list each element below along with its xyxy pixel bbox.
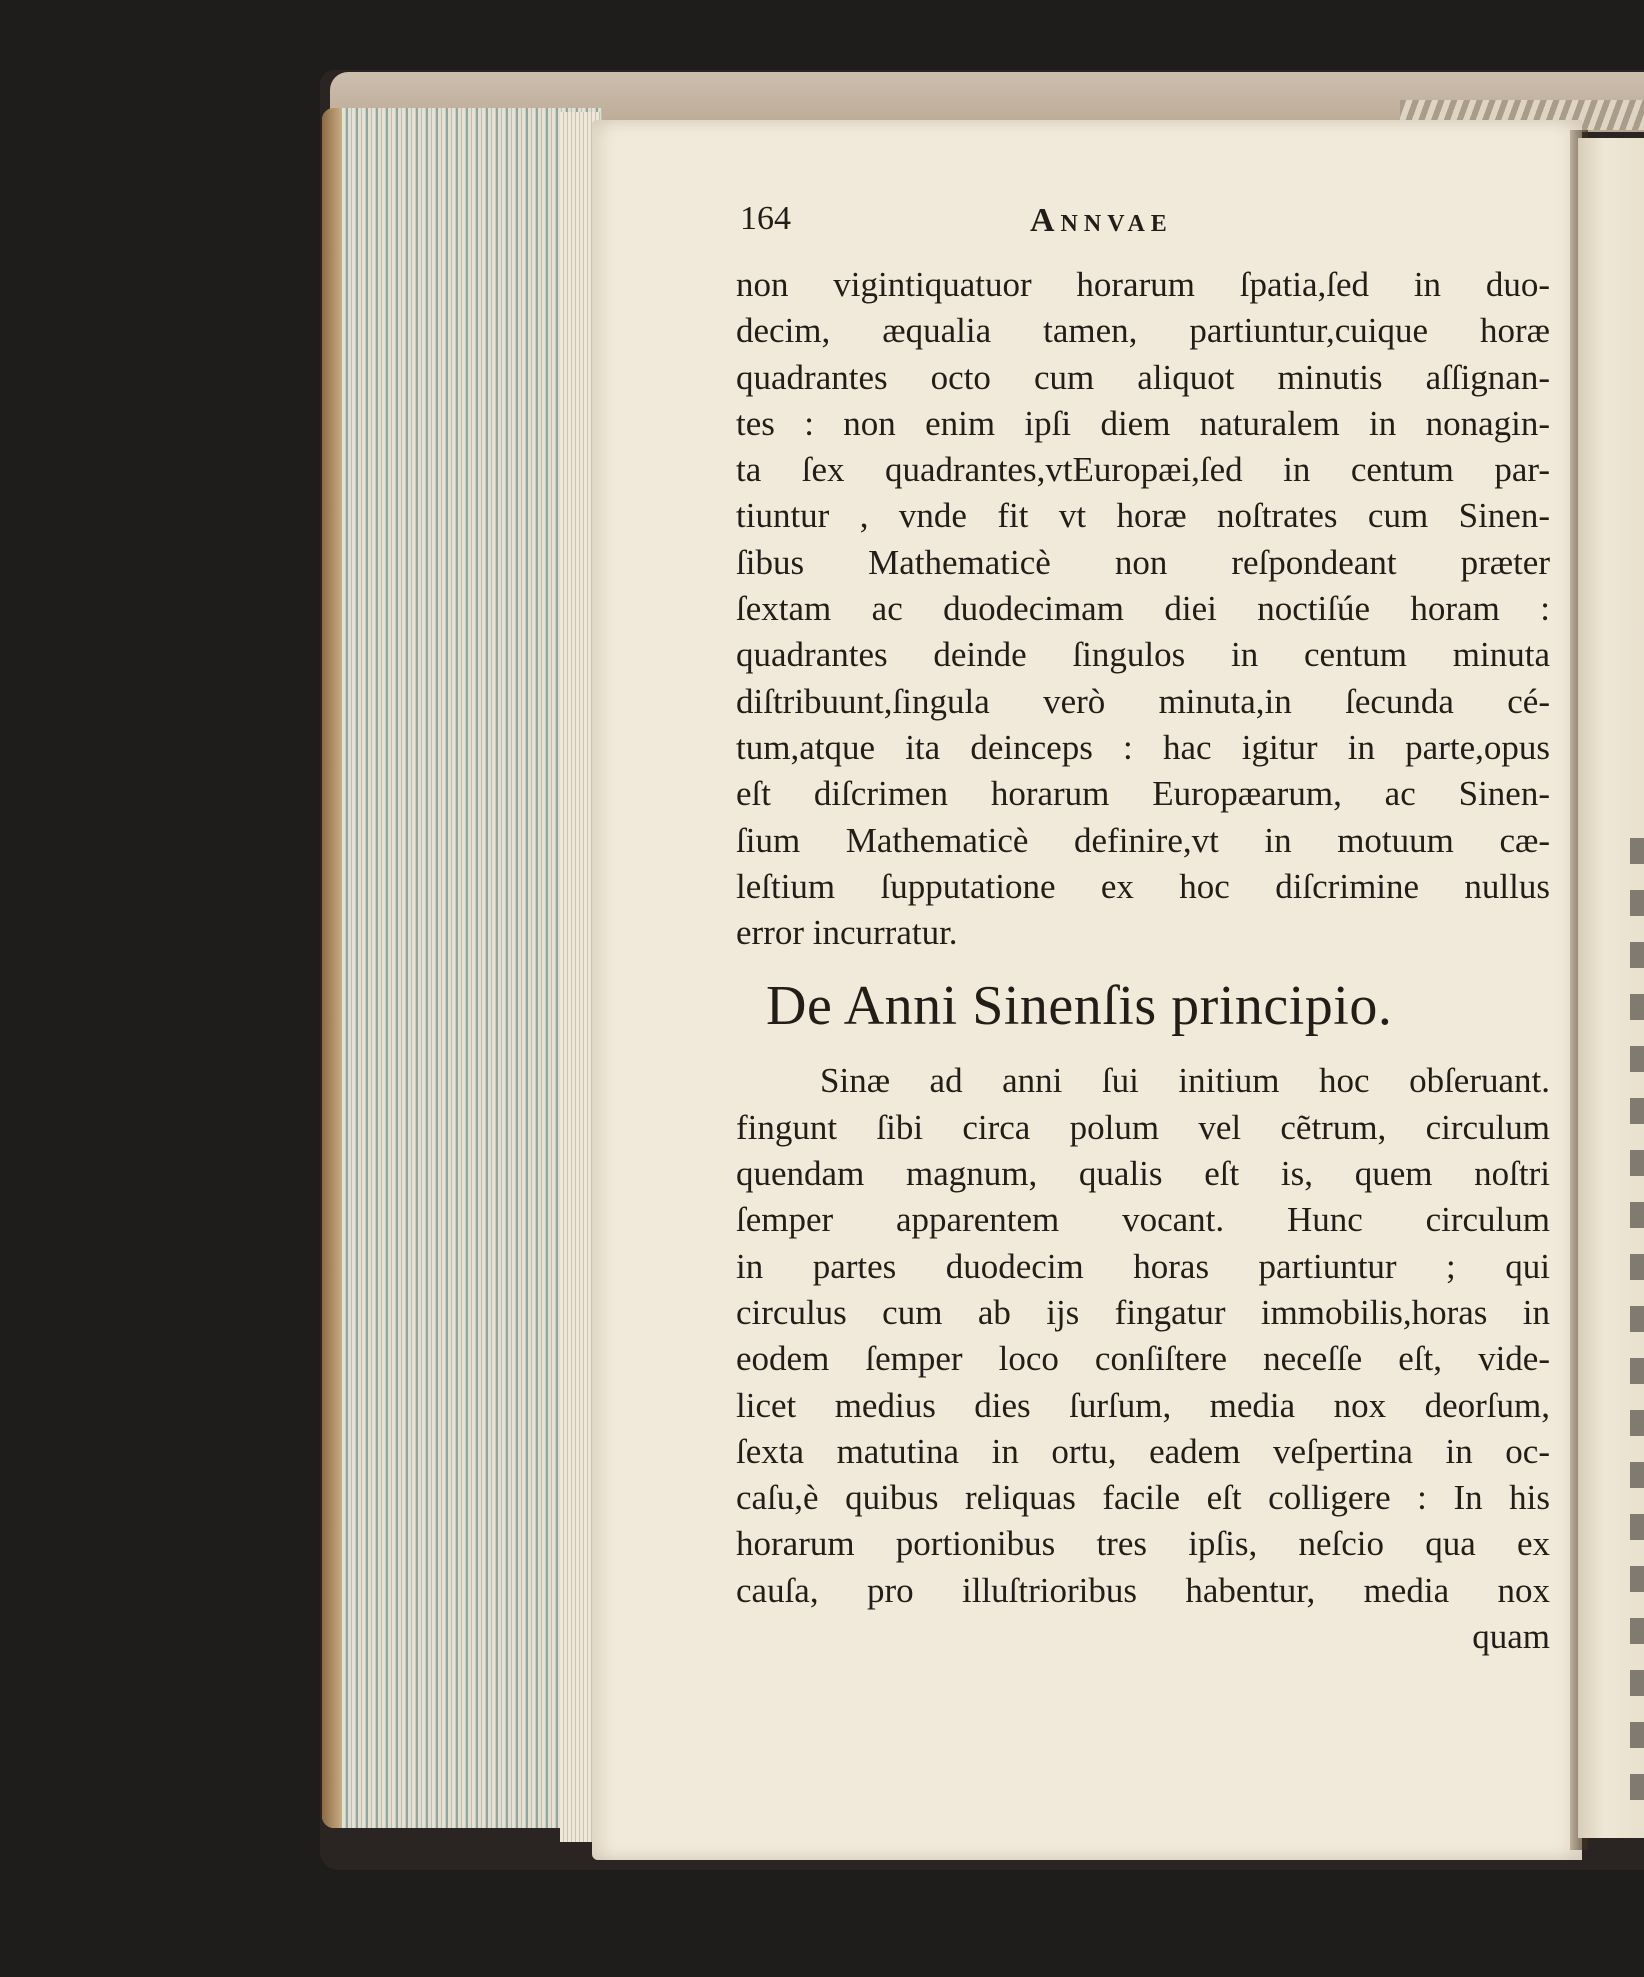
text-line: eſt diſcrimen horarum Europæarum, ac Sinen-: [736, 774, 1550, 814]
text-line: quendam magnum, qualis eſt is, quem noſtri: [736, 1154, 1550, 1194]
text-line: circulus cum ab ijs fingatur immobilis,horas in: [736, 1292, 1550, 1332]
catchword: quam: [1472, 1617, 1550, 1657]
text-line: ſemper apparentem vocant. Hunc circulum: [736, 1200, 1550, 1240]
text-line: ſibus Mathematicè non reſpondeant præter: [736, 542, 1550, 582]
text-line: eodem ſemper loco conſiſtere neceſſe eſt, vide-: [736, 1339, 1550, 1379]
text-line: cauſa, pro illuſtrioribus habentur, media nox: [736, 1570, 1550, 1610]
text-line: leſtium ſupputatione ex hoc diſcrimine nullus: [736, 866, 1550, 906]
text-line: non vigintiquatuor horarum ſpatia,ſed in duo-: [736, 265, 1550, 304]
section-heading: De Anni Sinenſis principio.: [766, 975, 1393, 1038]
text-line: horarum portionibus tres ipſis, neſcio qua ex: [736, 1524, 1550, 1564]
text-line: ta ſex quadrantes,vtEuropæi,ſed in centum par-: [736, 450, 1550, 490]
text-line: error incurratur.: [736, 913, 958, 953]
text-line: tum,atque ita deinceps : hac igitur in parte,opus: [736, 727, 1550, 767]
page-text: [736, 262, 1550, 1660]
text-line: quadrantes deinde ſingulos in centum minuta: [736, 635, 1550, 675]
text-line: ſextam ac duodecimam diei noctiſúe horam :: [736, 589, 1550, 629]
text-line: fingunt ſibi circa polum vel cẽtrum, circulum: [736, 1107, 1550, 1147]
cover-edge: [322, 108, 342, 1828]
paragraph-2: [736, 1058, 1550, 1660]
text-line: ſium Mathematicè definire,vt in motuum cæ-: [736, 820, 1550, 860]
running-head-title: Annvae: [1030, 202, 1173, 239]
text-line: Sinæ ad anni ſui initium hoc obſeruant.: [820, 1061, 1550, 1101]
running-head: [740, 200, 1260, 250]
text-line: decim, æqualia tamen, partiuntur,cuique horæ: [736, 311, 1550, 351]
text-line: caſu,è quibus reliquas facile eſt colligere : In his: [736, 1478, 1550, 1518]
text-line: quadrantes octo cum aliquot minutis aſſignan-: [736, 357, 1550, 397]
text-line: tes : non enim ipſi diem naturalem in nonagin-: [736, 403, 1550, 443]
text-line: licet medius dies ſurſum, media nox deorſum,: [736, 1385, 1550, 1425]
text-line: in partes duodecim horas partiuntur ; qui: [736, 1246, 1550, 1286]
paragraph-1: [736, 262, 1550, 956]
text-line: ſexta matutina in ortu, eadem veſpertina in oc-: [736, 1431, 1550, 1471]
text-line: diſtribuunt,ſingula verò minuta,in ſecunda cé-: [736, 681, 1550, 721]
page-number: 164: [740, 200, 791, 237]
right-page-text-bleed: [1630, 838, 1644, 1818]
text-line: tiuntur , vnde fit vt horæ noſtrates cum Sinen-: [736, 496, 1550, 536]
right-page-edge: [1578, 138, 1644, 1838]
